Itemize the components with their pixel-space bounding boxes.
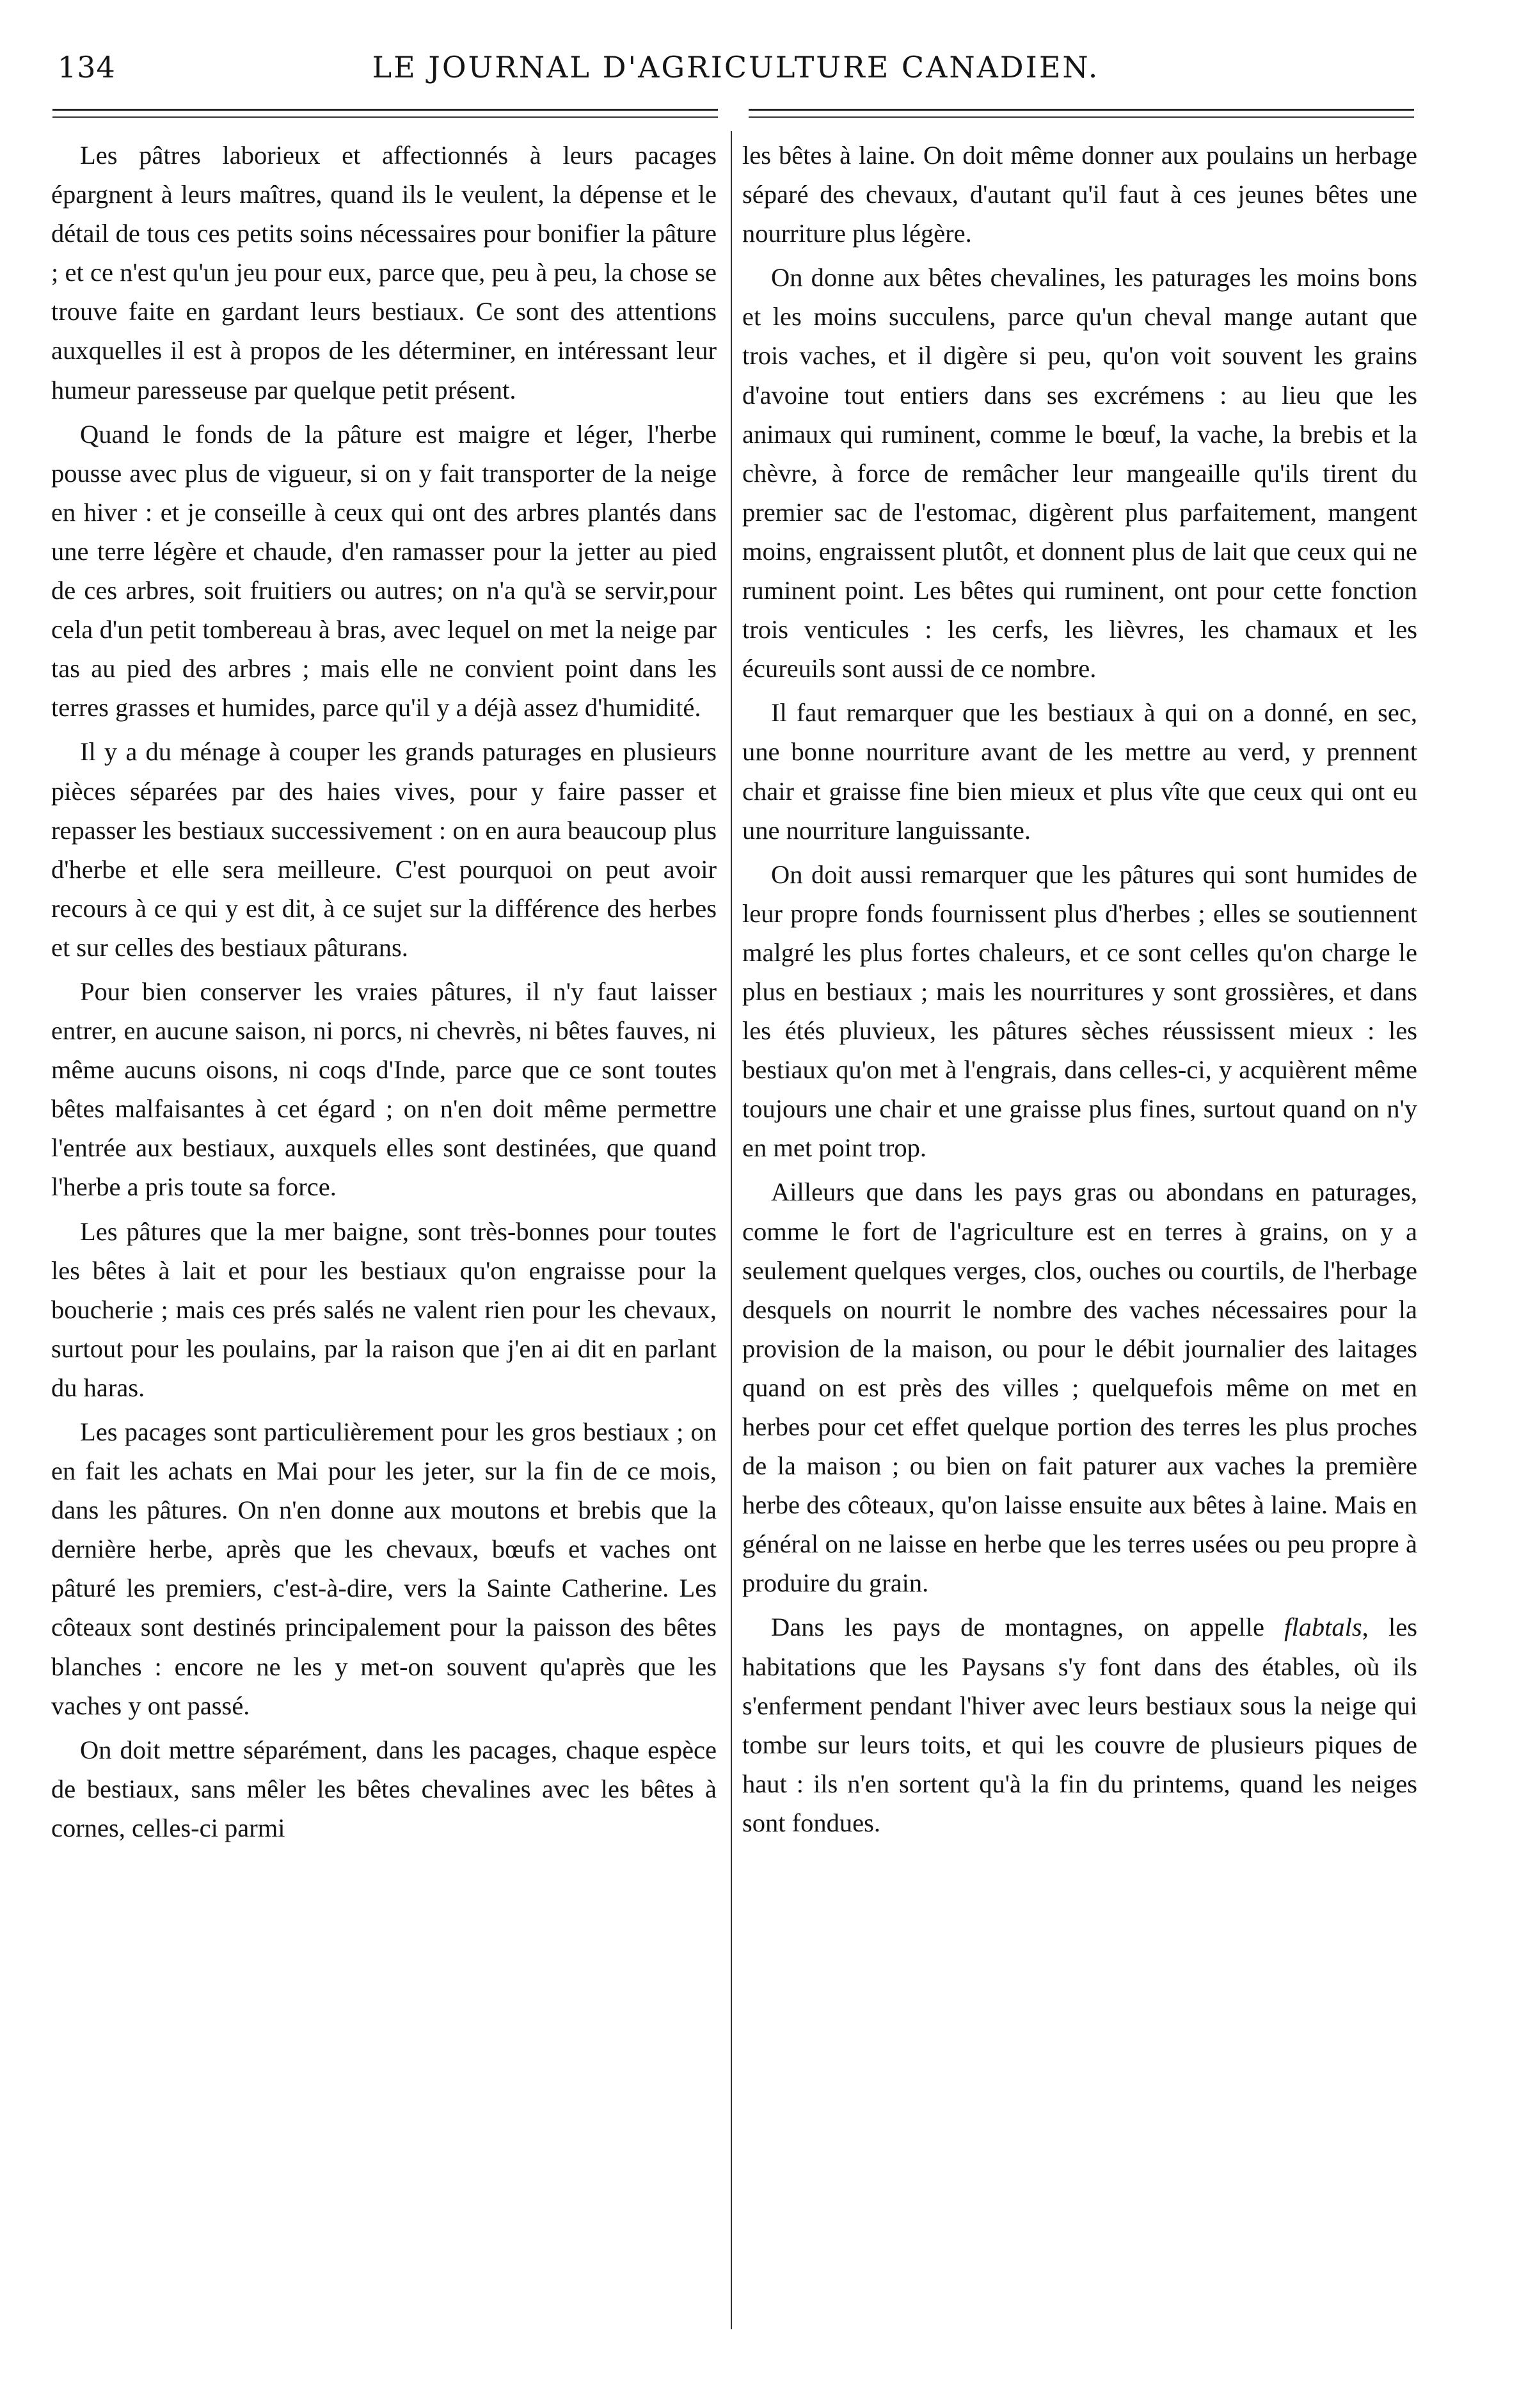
column-divider (731, 131, 732, 2329)
paragraph: Pour bien conserver les vraies pâtures, il n'y faut laisser entrer, en aucune saison, ni porcs, ni chevrès, ni bêtes fauves, ni même aucuns oisons, ni coqs d'Inde, parce que ce sont toutes bêtes malfaisantes à cet égard ; on n'en doit même permettre l'entrée aux bestiaux, auxquels elles sont destinées, que quand l'herbe a pris toute sa force. (51, 977, 717, 1202)
header-rule-right-top (749, 109, 1414, 111)
paragraph: Les pâtres laborieux et affectionnés à leurs pacages épargnent à leurs maîtres, quand ils le veulent, la dépense et le détail de tous ces petits soins nécessaires pour bonifier la pâture ; et ce n'est qu'un jeu pour eux, parce que, peu à peu, la chose se trouve faite en gardant leurs bestiaux. Ce sont des attentions auxquelles il est à propos de les déterminer, en intéressant leur humeur paresseuse par quelque petit présent. (51, 141, 717, 404)
paragraph: Il y a du ménage à couper les grands paturages en plusieurs pièces séparées par des haies vives, pour y faire passer et repasser les bestiaux successivement : on en aura beaucoup plus d'herbe et elle sera meilleure. C'est pourquoi on peut avoir recours à ce qui y est dit, à ce sujet sur la différence des herbes et sur celles des bestiaux pâturans. (51, 737, 717, 962)
paragraph: Il faut remarquer que les bestiaux à qui on a donné, en sec, une bonne nourriture avant de les mettre au verd, y prennent chair et graisse fine bien mieux et plus vîte que ceux qui ont eu une nourriture languissante. (742, 698, 1417, 845)
paragraph: On doit aussi remarquer que les pâtures qui sont humides de leur propre fonds fournissent plus d'herbes ; elles se soutiennent malgré les plus fortes chaleurs, et ce sont celles qu'on charge le plus en bestiaux ; mais les nourritures y sont grossières, et dans les étés pluvieux, les pâtures sèches réussissent mieux : les bestiaux qu'on met à l'engrais, dans celles-ci, y acquièrent même toujours une chair et une graisse plus fines, surtout quand on n'y en met point trop. (742, 859, 1417, 1163)
paragraph-text: , les habitations que les Paysans s'y font dans des étables, où ils s'enferment pendant l'hiver avec leurs bestiaux sous la neige qui tombe sur leurs toits, et qui les couvre de plusieurs piques de haut : ils n'en sortent qu'à la fin du printems, quand les neiges sont fondues. (742, 1613, 1417, 1837)
header-rule-left-top (52, 109, 718, 111)
paragraph-text: Dans les pays de montagnes, on appelle (771, 1613, 1285, 1642)
page-number: 134 (58, 50, 116, 84)
italic-term: flabtals (1284, 1613, 1362, 1642)
header-rule-left-bottom (52, 116, 718, 118)
paragraph: Ailleurs que dans les pays gras ou abondans en paturages, comme le fort de l'agriculture est en terres à grains, on y a seulement quelques verges, clos, ouches ou courtils, de l'herbage desquels on nourrit le nombre des vaches nécessaires pour la provision de la maison, ou pour le débit journalier des laitages quand on est près des villes ; quelquefois même on met en herbes pour cet effet quelque portion des terres les plus proches de la maison ; ou bien on fait paturer aux vaches la première herbe des côteaux, qu'on laisse ensuite aux bêtes à laine. Mais en général on ne laisse en herbe que les terres usées ou peu propre à produire du grain. (742, 1177, 1417, 1598)
paragraph: On doit mettre séparément, dans les pacages, chaque espèce de bestiaux, sans mêler les bêtes chevalines avec les bêtes à cornes, celles-ci parmi (51, 1735, 717, 1842)
paragraph: Quand le fonds de la pâture est maigre et léger, l'herbe pousse avec plus de vigueur, si on y fait transporter de la neige en hiver : et je conseille à ceux qui ont des arbres plantés dans une terre légère et chaude, d'en ramasser pour la jetter au pied de ces arbres, soit fruitiers ou autres; on n'a qu'à se servir,pour cela d'un petit tombereau à bras, avec lequel on met la neige par tas au pied des arbres ; mais elle ne convient point dans les terres grasses et humides, parce qu'il y a déjà assez d'humidité. (51, 419, 717, 722)
paragraph: Les pacages sont particulièrement pour les gros bestiaux ; on en fait les achats en Mai pour les jeter, sur la fin de ce mois, dans les pâtures. On n'en donne aux moutons et brebis que la dernière herbe, après que les chevaux, bœufs et vaches ont pâturé les premiers, c'est-à-dire, vers la Sainte Catherine. Les côteaux sont destinés principalement pour la paisson des bêtes blanches : encore ne les y met-on souvent qu'après que les vaches y ont passé. (51, 1417, 717, 1720)
journal-title: LE JOURNAL D'AGRICULTURE CANADIEN. (372, 50, 1100, 84)
continued-paragraph: les bêtes à laine. On doit même donner aux poulains un herbage séparé des chevaux, d'autant qu'il faut à ces jeunes bêtes une nourriture plus légère. (742, 141, 1417, 248)
page-header (45, 45, 1427, 96)
right-column (742, 136, 1417, 1847)
header-rule-right-bottom (749, 116, 1414, 118)
paragraph: Les pâtures que la mer baigne, sont très-bonnes pour toutes les bêtes à lait et pour les bestiaux qu'on engraisse pour la boucherie ; mais ces prés salés ne valent rien pour les chevaux, surtout pour les poulains, par la raison que j'en ai dit en parlant du haras. (51, 1216, 717, 1402)
paragraph: On donne aux bêtes chevalines, les paturages les moins bons et les moins succulens, parce qu'un cheval mange autant que trois vaches, et il digère si peu, qu'on voit souvent les grains d'avoine tout entiers dans ses excrémens : au lieu que les animaux qui ruminent, comme le bœuf, la vache, la brebis et la chèvre, à force de remâcher leur mangeaille qu'ils tirent du premier sac de l'estomac, digèrent plus parfaitement, mangent moins, engraissent plutôt, et donnent plus de lait que ceux qui ne ruminent point. Les bêtes qui ruminent, ont pour cette fonction trois venticules : les cerfs, les lièvres, les chamaux et les écureuils sont aussi de ce nombre. (742, 263, 1417, 683)
last-paragraph (742, 1607, 1417, 1842)
left-column (51, 136, 717, 1853)
